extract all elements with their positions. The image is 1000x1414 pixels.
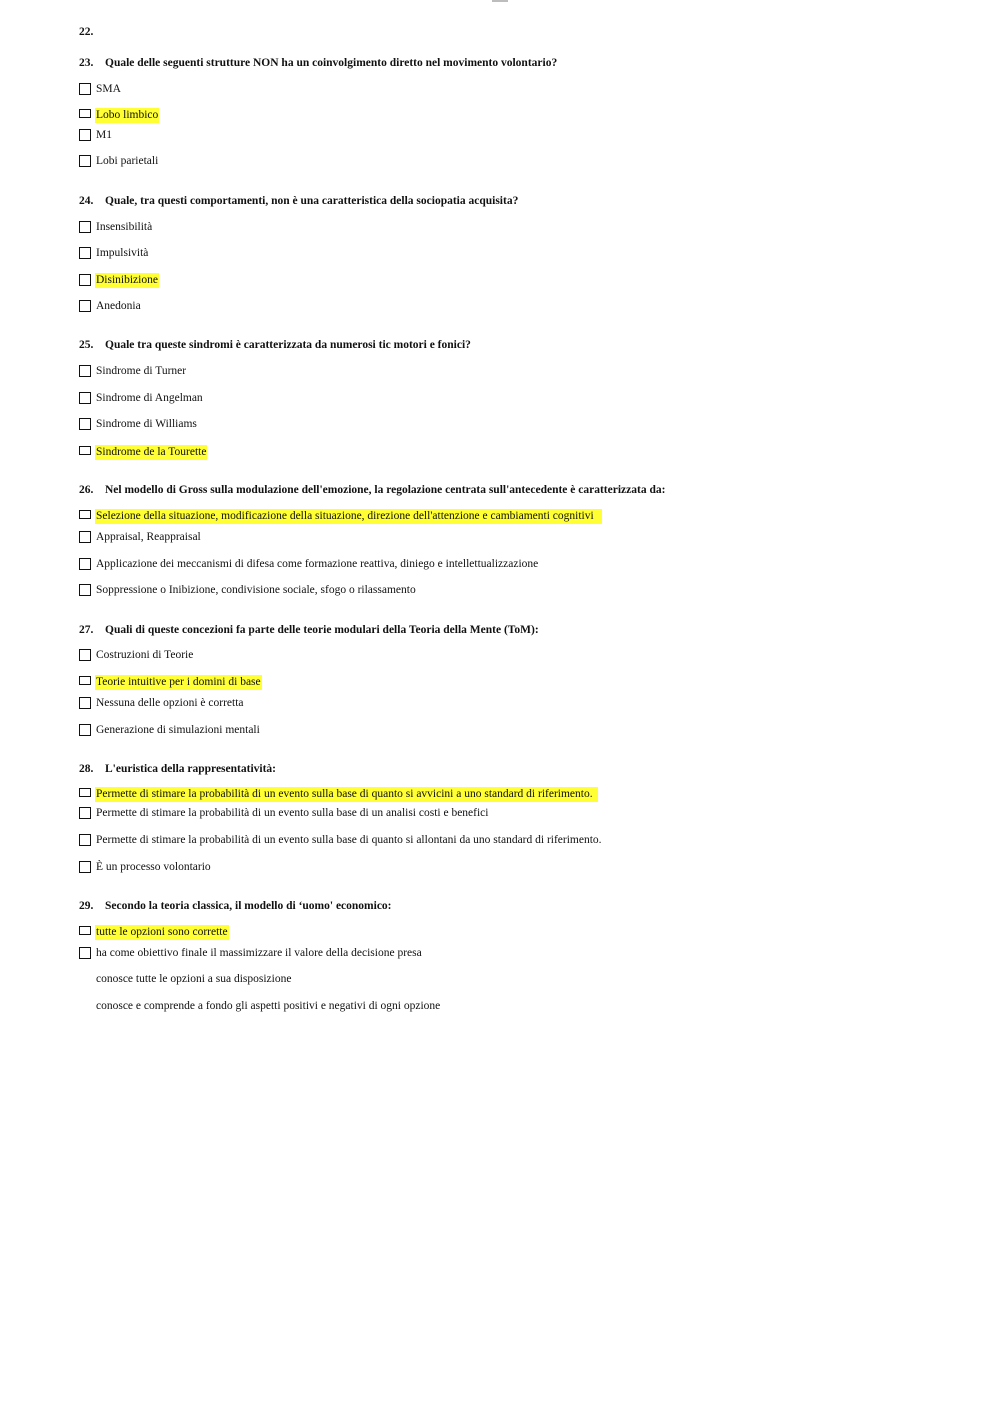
q25-option-2[interactable] xyxy=(79,390,204,406)
q27-option-4[interactable] xyxy=(79,722,261,738)
option-label: conosce e comprende a fondo gli aspetti positivi e negativi di ogni opzione xyxy=(96,999,441,1012)
checkbox[interactable] xyxy=(79,109,91,118)
checkbox-missing xyxy=(79,973,91,985)
q23-option-3[interactable] xyxy=(79,127,113,143)
option-label: È un processo volontario xyxy=(96,860,211,873)
q25-option-3[interactable] xyxy=(79,416,198,432)
option-label-highlighted: Teorie intuitive per i domini di base xyxy=(96,675,261,688)
option-label: Nessuna delle opzioni è corretta xyxy=(96,696,244,709)
option-label-highlighted: Lobo limbico xyxy=(96,108,159,121)
q28-option-3[interactable] xyxy=(79,832,603,848)
checkbox[interactable] xyxy=(79,676,91,685)
question-number: 27. xyxy=(79,624,94,636)
q27-option-2[interactable] xyxy=(79,674,262,690)
checkbox[interactable] xyxy=(79,392,91,404)
checkbox[interactable] xyxy=(79,926,91,935)
option-label: Costruzioni di Teorie xyxy=(96,648,194,661)
checkbox[interactable] xyxy=(79,510,91,519)
option-label: Sindrome di Turner xyxy=(96,364,187,377)
question-text: Quale, tra questi comportamenti, non è una caratteristica della sociopatia acquisita? xyxy=(105,195,519,207)
checkbox[interactable] xyxy=(79,947,91,959)
option-label: Insensibilità xyxy=(96,220,153,233)
checkbox[interactable] xyxy=(79,531,91,543)
option-label: Soppressione o Inibizione, condivisione sociale, sfogo o rilassamento xyxy=(96,583,416,596)
option-label: Generazione di simulazioni mentali xyxy=(96,723,260,736)
question-23-title xyxy=(79,57,557,69)
q27-option-3[interactable] xyxy=(79,695,245,711)
question-number: 23. xyxy=(79,57,94,69)
option-label: Impulsività xyxy=(96,246,149,259)
question-24-title xyxy=(79,195,518,207)
question-text: Nel modello di Gross sulla modulazione dell'emozione, la regolazione centrata sull'antecedente è caratterizzata da: xyxy=(105,484,666,496)
option-label: SMA xyxy=(96,82,121,95)
option-label-highlighted: Selezione della situazione, modificazione della situazione, direzione dell'attenzione e cambiamenti cognitivi xyxy=(95,509,602,524)
question-text: Quale tra queste sindromi è caratterizzata da numerosi tic motori e fonici? xyxy=(105,339,471,351)
question-28-title xyxy=(79,763,276,775)
q25-option-1[interactable] xyxy=(79,363,187,379)
checkbox-missing xyxy=(79,1000,91,1012)
question-22-number: 22. xyxy=(79,26,94,38)
checkbox[interactable] xyxy=(79,861,91,873)
checkbox[interactable] xyxy=(79,274,91,286)
checkbox[interactable] xyxy=(79,807,91,819)
checkbox[interactable] xyxy=(79,418,91,430)
checkbox[interactable] xyxy=(79,724,91,736)
question-text: L'euristica della rappresentatività: xyxy=(105,763,276,775)
page-header-mark xyxy=(492,0,508,2)
checkbox[interactable] xyxy=(79,649,91,661)
option-label: ha come obiettivo finale il massimizzare il valore della decisione presa xyxy=(96,946,422,959)
checkbox[interactable] xyxy=(79,584,91,596)
q24-option-1[interactable] xyxy=(79,219,153,235)
checkbox[interactable] xyxy=(79,446,91,455)
option-label: Sindrome di Angelman xyxy=(96,391,203,404)
q23-option-2[interactable] xyxy=(79,107,159,123)
q29-option-4 xyxy=(79,998,441,1014)
option-label-highlighted: tutte le opzioni sono corrette xyxy=(96,925,228,938)
question-number: 29. xyxy=(79,900,94,912)
option-label: M1 xyxy=(96,128,112,141)
option-label: conosce tutte le opzioni a sua disposizione xyxy=(96,972,292,985)
question-number: 28. xyxy=(79,763,94,775)
question-text: Secondo la teoria classica, il modello di ‘uomo' economico: xyxy=(105,900,392,912)
checkbox[interactable] xyxy=(79,834,91,846)
question-29-title xyxy=(79,900,392,912)
checkbox[interactable] xyxy=(79,697,91,709)
q24-option-4[interactable] xyxy=(79,298,142,314)
option-label: Permette di stimare la probabilità di un evento sulla base di un analisi costi e benefici xyxy=(96,806,489,819)
question-text: Quali di queste concezioni fa parte delle teorie modulari della Teoria della Mente (ToM): xyxy=(105,624,539,636)
checkbox[interactable] xyxy=(79,155,91,167)
checkbox[interactable] xyxy=(79,300,91,312)
question-number: 26. xyxy=(79,484,94,496)
question-26-title xyxy=(79,484,665,496)
option-label: Lobi parietali xyxy=(96,154,159,167)
q27-option-1[interactable] xyxy=(79,647,194,663)
checkbox[interactable] xyxy=(79,558,91,570)
question-text: Quale delle seguenti strutture NON ha un coinvolgimento diretto nel movimento volontario? xyxy=(105,57,558,69)
question-27-title xyxy=(79,624,539,636)
option-label-highlighted: Disinibizione xyxy=(96,273,158,286)
option-label-highlighted: Permette di stimare la probabilità di un evento sulla base di quanto si avvicini a uno standard di riferimento. xyxy=(95,787,598,802)
q23-option-1[interactable] xyxy=(79,81,122,97)
option-label: Anedonia xyxy=(96,299,141,312)
q23-option-4[interactable] xyxy=(79,153,159,169)
checkbox[interactable] xyxy=(79,247,91,259)
q24-option-2[interactable] xyxy=(79,245,149,261)
q26-option-4[interactable] xyxy=(79,582,417,598)
q26-option-2[interactable] xyxy=(79,529,202,545)
q28-option-1[interactable] xyxy=(79,786,598,802)
q28-option-4[interactable] xyxy=(79,859,212,875)
question-25-title xyxy=(79,339,471,351)
q29-option-3 xyxy=(79,971,292,987)
q29-option-2[interactable] xyxy=(79,945,423,961)
question-number: 24. xyxy=(79,195,94,207)
checkbox[interactable] xyxy=(79,365,91,377)
q26-option-3[interactable] xyxy=(79,556,539,572)
option-label: Appraisal, Reappraisal xyxy=(96,530,201,543)
q24-option-3[interactable] xyxy=(79,272,159,288)
question-number: 25. xyxy=(79,339,94,351)
q25-option-4[interactable] xyxy=(79,444,207,460)
checkbox[interactable] xyxy=(79,788,91,797)
q29-option-1[interactable] xyxy=(79,924,229,940)
option-label: Sindrome di Williams xyxy=(96,417,197,430)
checkbox[interactable] xyxy=(79,129,91,141)
option-label: Applicazione dei meccanismi di difesa come formazione reattiva, diniego e intellettualizzazione xyxy=(96,557,539,570)
option-label-highlighted: Sindrome de la Tourette xyxy=(96,445,207,458)
q28-option-2[interactable] xyxy=(79,805,489,821)
option-label: Permette di stimare la probabilità di un evento sulla base di quanto si allontani da uno standard di riferimento. xyxy=(96,833,602,846)
checkbox[interactable] xyxy=(79,83,91,95)
checkbox[interactable] xyxy=(79,221,91,233)
q26-option-1[interactable] xyxy=(79,508,602,524)
